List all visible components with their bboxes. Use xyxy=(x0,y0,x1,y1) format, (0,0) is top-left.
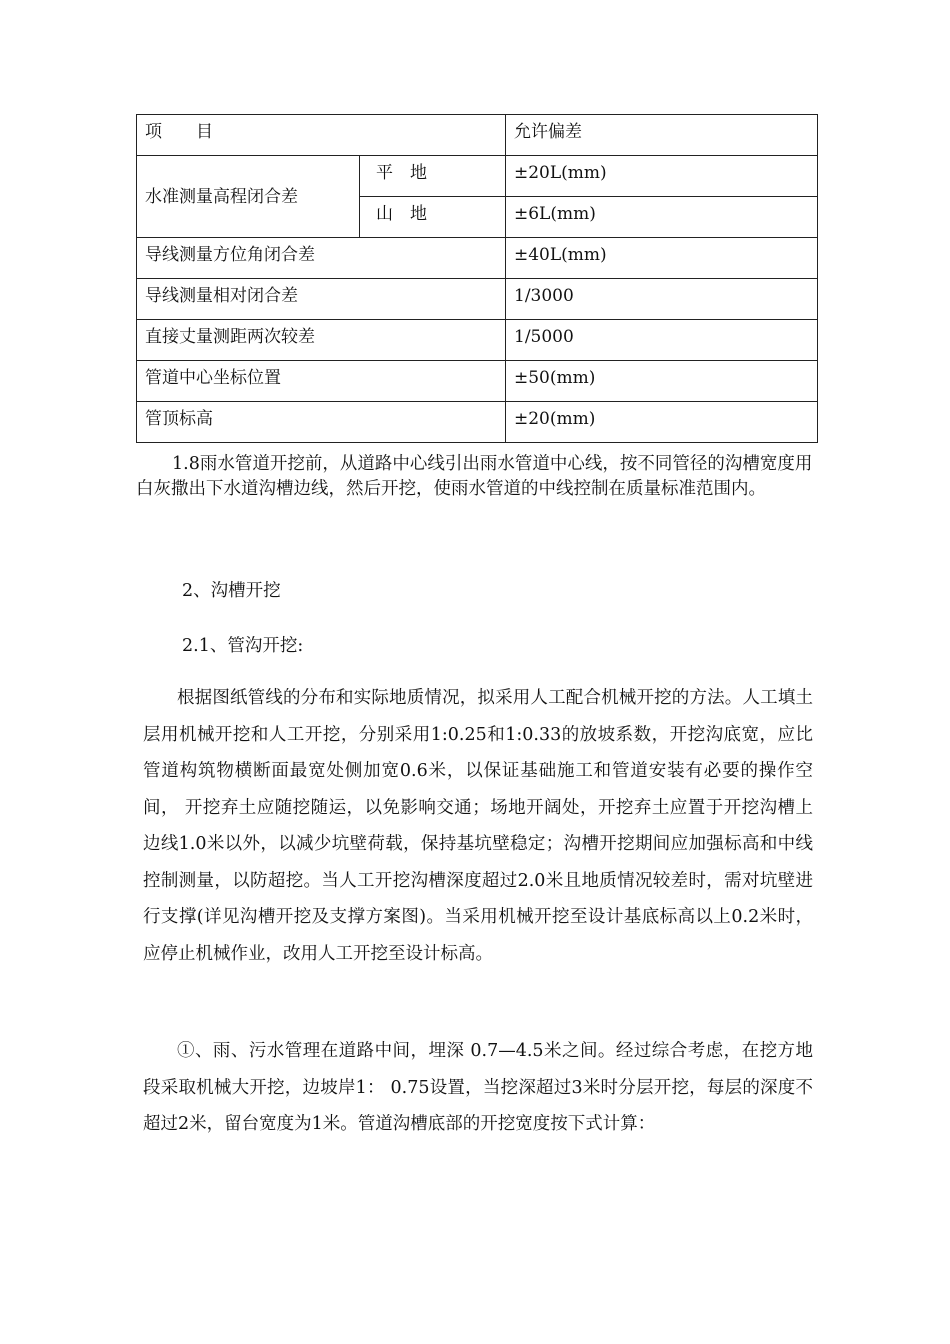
section-2-1-heading: 2.1、管沟开挖: xyxy=(182,636,304,656)
item-1-paragraph: ①、雨、污水管理在道路中间，埋深 0.7—4.5米之间。经过综合考虑，在挖方地段采取机械大开挖，边坡岸1： 0.75设置，当挖深超过3米时分层开挖，每层的深度不超过2米，留台宽度为1米。管道沟槽底部的开挖宽度按下式计算： xyxy=(143,1041,813,1134)
row-value: 1/5000 xyxy=(506,320,818,361)
main-paragraph: 根据图纸管线的分布和实际地质情况，拟采用人工配合机械开挖的方法。人工填土层用机械开挖和人工开挖，分别采用1:0.25和1:0.33的放坡系数，开挖沟底宽，应比管道构筑物横断面最宽处侧加宽0.6米，以保证基础施工和管道安装有必要的操作空间， 开挖弃土应随挖随运，以免影响交通；场地开阔处，开挖弃土应置于开挖沟槽上边线1.0米以外，以减少坑壁荷载，保持基坑壁稳定；沟槽开挖期间应加强标高和中线控制测量，以防超挖。当人工开挖沟槽深度超过2.0米且地质情况较差时，需对坑壁进行支撑(详见沟槽开挖及支撑方案图)。当采用机械开挖至设计基底标高以上0.2米时，应停止机械作业，改用人工开挖至设计标高。 xyxy=(143,688,813,964)
row-label: 管顶标高 xyxy=(137,402,506,443)
mountain-label: 山 地 xyxy=(360,197,506,238)
mountain-value: ±6L(mm) xyxy=(506,197,818,238)
row-value: ±40L(mm) xyxy=(506,238,818,279)
row-label: 直接丈量测距两次较差 xyxy=(137,320,506,361)
row-label: 导线测量方位角闭合差 xyxy=(137,238,506,279)
table-row xyxy=(137,361,818,402)
table-row xyxy=(137,238,818,279)
row-value: ±50(mm) xyxy=(506,361,818,402)
row-value: 1/3000 xyxy=(506,279,818,320)
table-row xyxy=(137,279,818,320)
row-value: ±20(mm) xyxy=(506,402,818,443)
row-label: 管道中心坐标位置 xyxy=(137,361,506,402)
row-label: 导线测量相对闭合差 xyxy=(137,279,506,320)
table-header-item: 项 目 xyxy=(137,115,506,156)
flat-label: 平 地 xyxy=(360,156,506,197)
table-header-tolerance: 允许偏差 xyxy=(506,115,818,156)
flat-value: ±20L(mm) xyxy=(506,156,818,197)
table-row xyxy=(137,402,818,443)
section-2-heading: 2、沟槽开挖 xyxy=(182,581,281,601)
table-row xyxy=(137,156,818,197)
table-header-row xyxy=(137,115,818,156)
table-row xyxy=(137,320,818,361)
tolerance-table xyxy=(136,114,818,443)
level-closure-label: 水准测量高程闭合差 xyxy=(137,156,360,238)
note-paragraph-1-8: 1.8雨水管道开挖前，从道路中心线引出雨水管道中心线，按不同管径的沟槽宽度用白灰撒出下水道沟槽边线，然后开挖，使雨水管道的中线控制在质量标准范围内。 xyxy=(136,454,813,499)
